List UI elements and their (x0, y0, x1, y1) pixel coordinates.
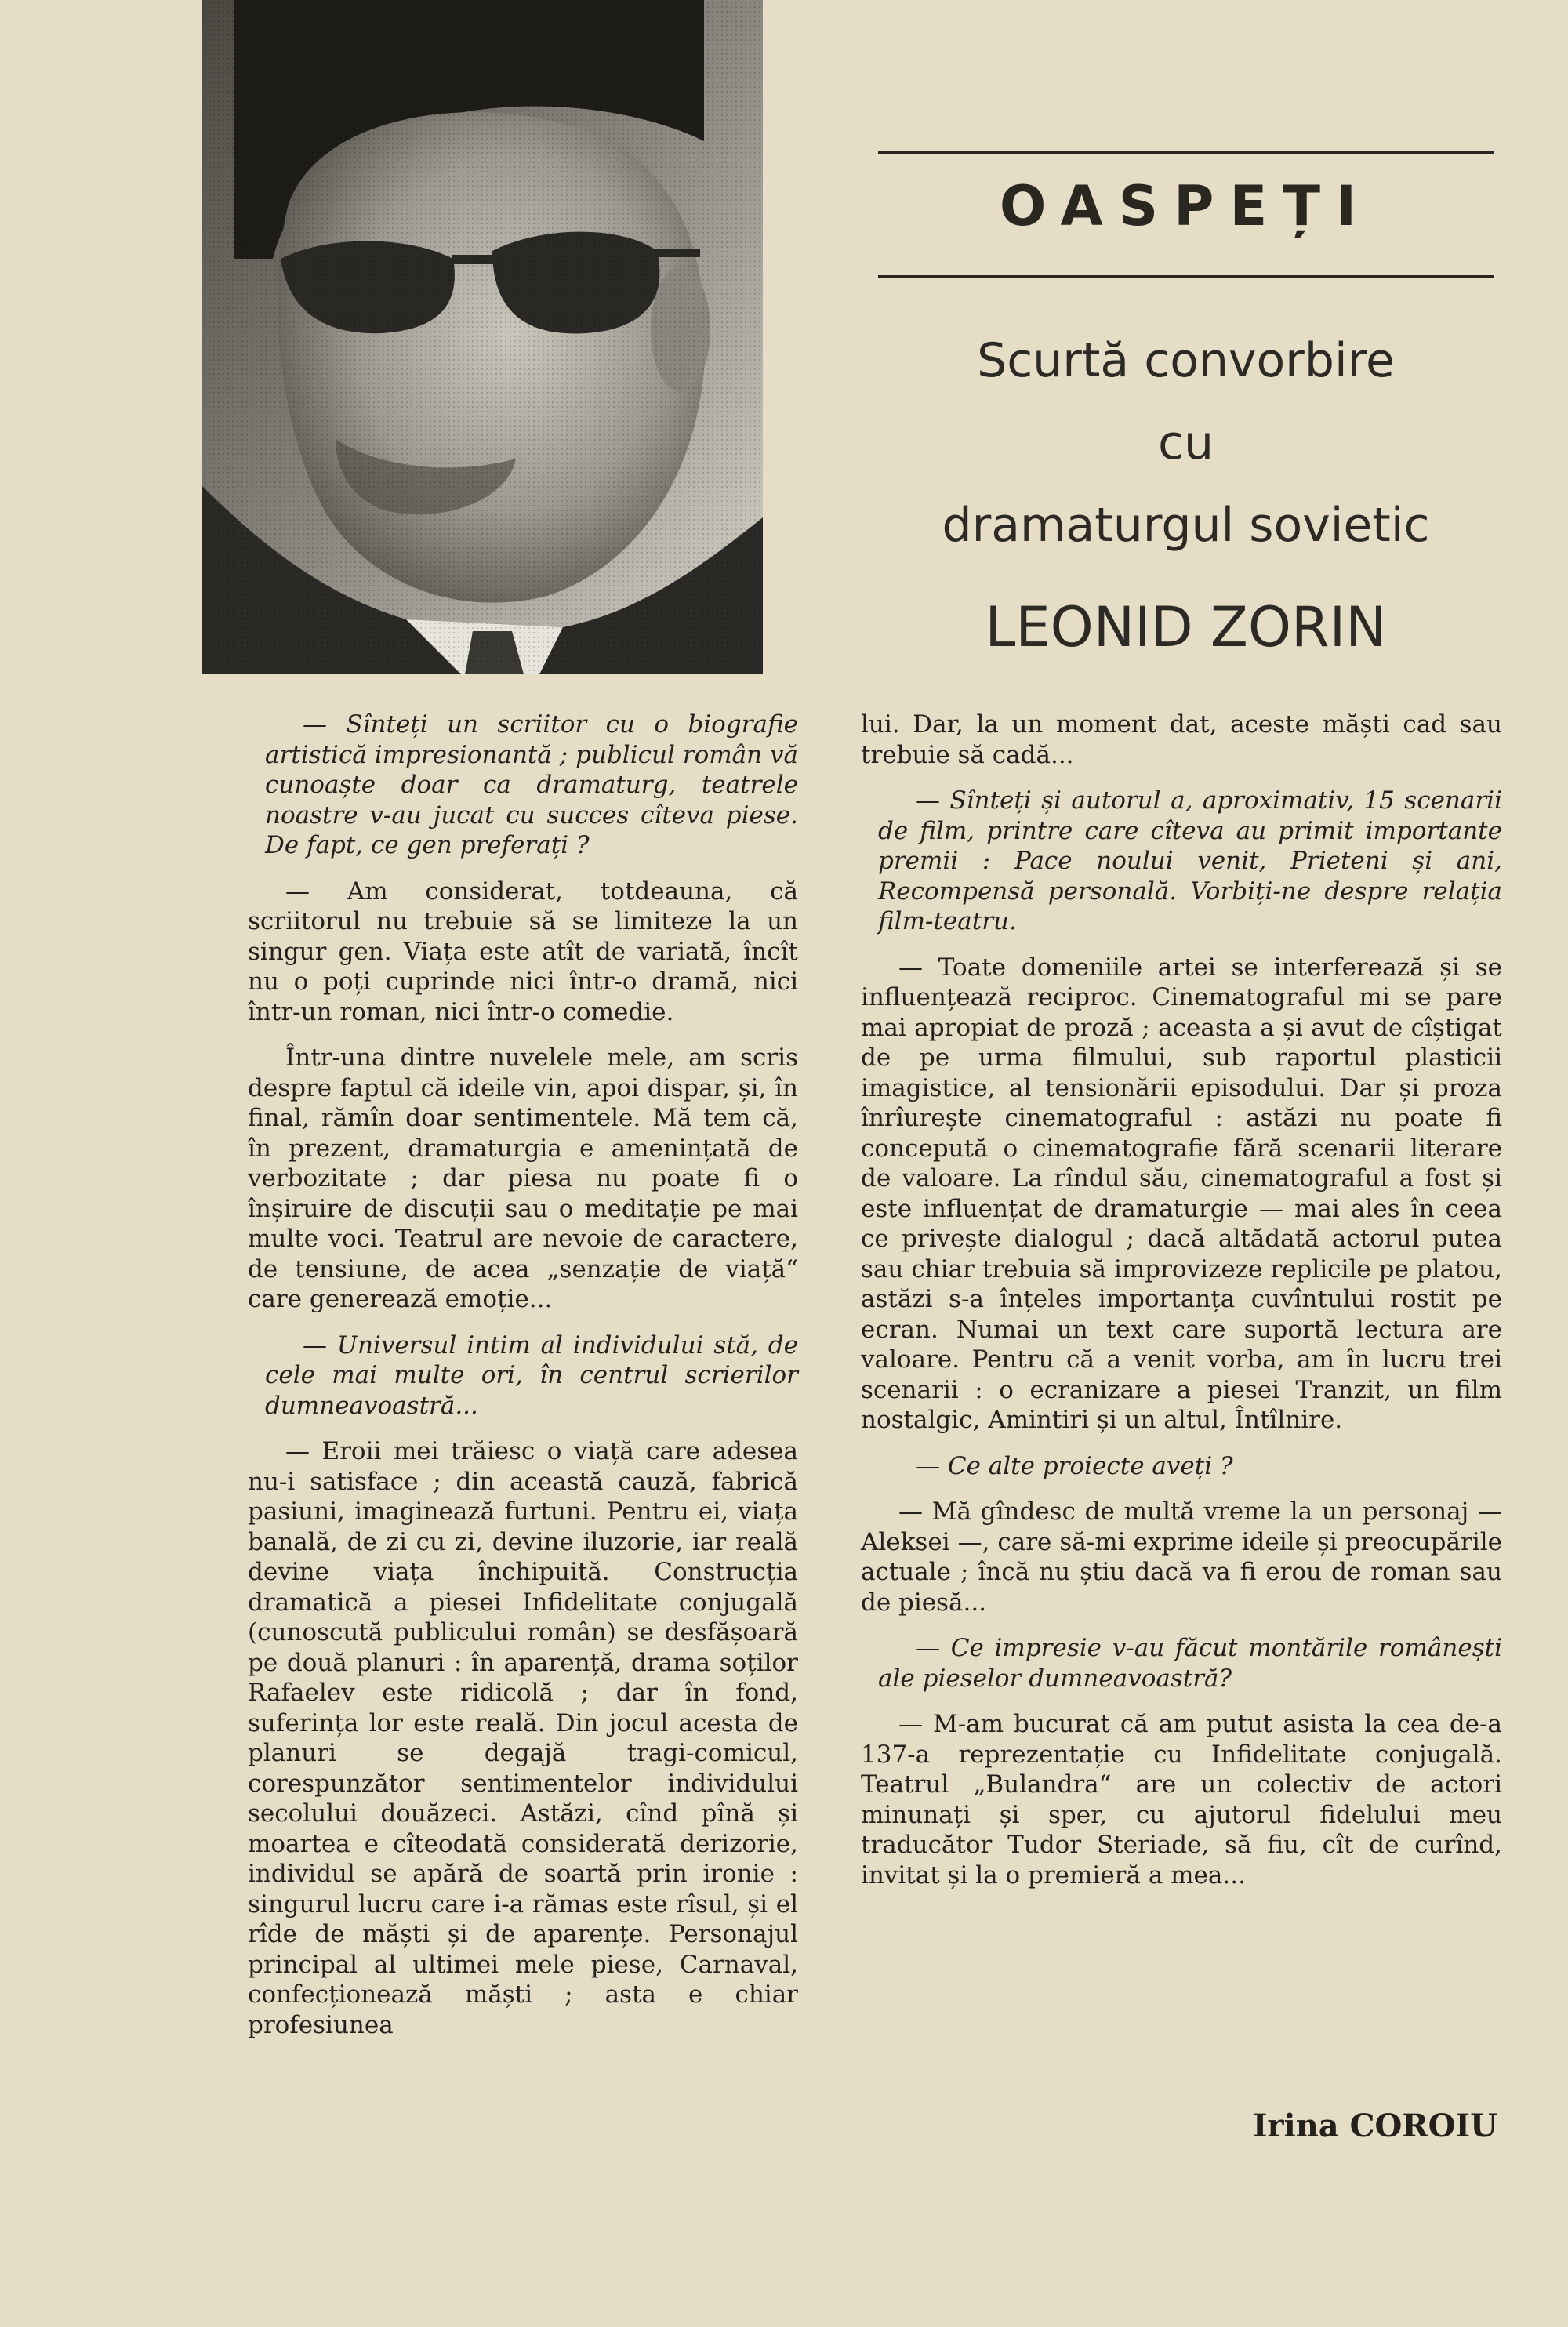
answer-paragraph: — M-am bucurat că am putut asista la cea de-a 137-a reprezentație cu Infidelitate conjugală. Teatrul „Bulandra“ are un colectiv de actori minunați și sper, cu ajutorul fidelului meu traducător Tudor Steriade, să fiu, cît de curînd, invitat și la o premieră a mea... (861, 1710, 1502, 1890)
top-rule (878, 151, 1494, 154)
question-paragraph: — Sînteți și autorul a, aproximativ, 15 scenarii de film, printre care cîteva au primit importante premii : Pace noului venit, Prieteni și ani, Recompensă personală. Vorbiți-ne despre relația film-teatru. (878, 786, 1502, 935)
headline-line-3: dramaturgul sovietic (942, 498, 1430, 553)
author-byline (1207, 2107, 1497, 2144)
article-headline (878, 320, 1494, 670)
author-portrait-photo (202, 0, 763, 674)
question-paragraph: — Sînteți un scriitor cu o biografie artistică impresionantă ; publicul român vă cunoaște doar ca dramaturg, teatrele noastre v-au jucat cu succes cîteva piese. De fapt, ce gen preferați ? (265, 710, 798, 859)
answer-paragraph: — Am considerat, totdeauna, că scriitorul nu trebuie să se limiteze la un singur gen. Viața este atît de variată, încît nu o poți cuprinde nici într-o dramă, nici într-un roman, nici într-o comedie. (248, 877, 798, 1026)
bottom-rule (878, 275, 1494, 278)
question-paragraph: — Universul intim al individului stă, de cele mai multe ori, în centrul scrierilor dumneavoastră... (265, 1330, 798, 1420)
article-column-left (248, 710, 798, 2056)
headline-line-2: cu (1157, 416, 1214, 470)
headline-line-1: Scurtă convorbire (977, 333, 1395, 388)
answer-paragraph: — Mă gîndesc de multă vreme la un personaj — Aleksei —, care să-mi exprime ideile și preocupările actuale ; încă nu știu dacă va fi erou de roman sau de piesă... (861, 1497, 1502, 1617)
interviewee-name: LEONID ZORIN (985, 595, 1387, 659)
byline-last-name: COROIU (1349, 2107, 1497, 2144)
article-column-right (861, 710, 1502, 1906)
answer-paragraph: — Eroii mei trăiesc o viață care adesea nu-i satisface ; din această cauză, fabrică pasiuni, imaginează furtuni. Pentru ei, viața banală, de zi cu zi, devine iluzorie, iar reală devine viața închipuită. Construcția dramatică a piesei Infidelitate conjugală (cunoscută publicului român) se desfășoară pe două planuri : în aparență, drama soților Rafaelev este ridicolă ; dar în fond, suferința lor este reală. Din jocul acesta de planuri se degajă tragi-comicul, corespunzător sentimentelor individului secolului douăzeci. Astăzi, cînd pînă și moartea e cîteodată considerată derizorie, individul se apără de soartă prin ironie : singurul lucru care i-a rămas este rîsul, și el rîde de măști și de aparențe. Personajul principal al ultimei mele piese, Carnaval, confecționează măști ; asta e chiar profesiunea (248, 1437, 798, 2039)
portrait-illustration (202, 0, 763, 674)
question-paragraph: — Ce impresie v-au făcut montările românești ale pieselor dumneavoastră? (878, 1634, 1502, 1693)
answer-paragraph: — Toate domeniile artei se interferează și se influențează reciproc. Cinematograful mi se pare mai apropiat de proză ; aceasta a și avut de cîștigat de pe urma filmului, sub raportul plasticii imagistice, al tensionării episodului. Dar și proza înrîurește cinematograful : astăzi nu poate fi concepută o cinematografie fără scenarii literare de valoare. La rîndul său, cinematograful a fost și este influențat de dramaturgie — mai ales în ceea ce privește dialogul ; dacă altădată actorul putea sau chiar trebuia să improvizeze replicile pe platou, astăzi s-a înțeles importanța cuvîntului rostit pe ecran. Numai un text care suportă lectura are valoare. Pentru că a venit vorba, am în lucru trei scenarii : o ecranizare a piesei Tranzit, un film nostalgic, Amintiri și un altul, Întîlnire. (861, 953, 1502, 1434)
section-label: OASPEȚI (999, 174, 1373, 238)
byline-first-name: Irina (1252, 2107, 1339, 2144)
question-paragraph: — Ce alte proiecte aveți ? (916, 1451, 1233, 1480)
continued-paragraph: lui. Dar, la un moment dat, aceste măști cad sau trebuie să cadă... (861, 710, 1502, 769)
answer-paragraph: Într-una dintre nuvelele mele, am scris despre faptul că ideile vin, apoi dispar, și, în final, rămîn doar sentimentele. Mă tem că, în prezent, dramaturgia e amenințată de verbozitate ; dar piesa nu poate fi o înșiruire de discuții sau o meditație pe mai multe voci. Teatrul are nevoie de caractere, de tensiune, de acea „senzație de viață“ care generează emoție... (248, 1044, 798, 1313)
